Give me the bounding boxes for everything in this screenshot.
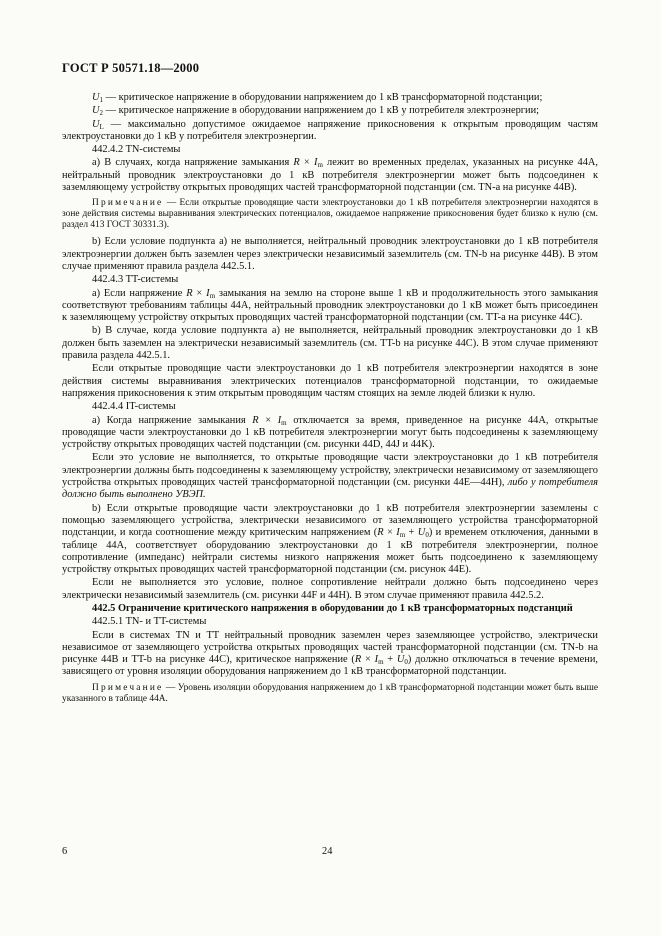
section-442-4-2-a: a) В случаях, когда напряжение замыкания $R \times I_m$ лежит во временных пределах, указанных на рисунке 44А, нейтральный проводник электроустановки до 1 кВ потребителя электроэнергии может быть подсоединен к заземляющему устройству открытых проводящих частей трансформаторной подстанции (см. TN-a на рисунке 44В). xyxy=(62,157,599,194)
document-body xyxy=(62,92,598,710)
section-442-4-3-c: Если открытые проводящие части электроустановки до 1 кВ потребителя электроэнергии находятся в зоне действия системы выравнивания электрических потенциалов трансформаторной подстанции, то ожидаемые напряжения прикосновения к этим открытым проводящим частям стоящих на земле людей близки к нулю. xyxy=(62,363,598,399)
section-442-5-1-title: 442.5.1 TN- и TT-системы xyxy=(92,616,207,628)
standard-code: ГОСТ Р 50571.18—2000 xyxy=(62,61,200,75)
section-442-4-4-a: a) Когда напряжение замыкания $R \times I_m$ отключается за время, приведенное на рисунке 44А, открытые проводящие части электроустановки до 1 кВ потребителя электроэнергии могут быть подсоединены к заземляющему устройству открытых проводящих частей подстанции (см. рисунки 44D, 44J и 44K). xyxy=(62,414,598,451)
section-442-4-4-title: 442.4.4 IT-системы xyxy=(92,401,176,413)
note-2: Примечание — Уровень изоляции оборудования напряжением до 1 кВ трансформаторной подстанции может быть выше указанного в таблице 44А. xyxy=(62,682,598,704)
section-442-5-1-text: Если в системах TN и TT нейтральный проводник заземлен через заземляющее устройство, электрически независимое от заземляющего устройства открытых проводящих частей трансформаторной подстанции (см. TN-b на рисунке 44В и TT-b на рисунке 44С), критическое напряжение $(R \times I_m + U_0)$ должно отключаться в течение времени, зависящего от уровня изоляции оборудования напряжением до 1 кВ трансформаторной подстанции. xyxy=(62,629,599,678)
section-442-4-4-b: b) Если открытые проводящие части электроустановки до 1 кВ потребителя электроэнергии заземлены с помощью заземляющего устройства, электрически независимого от заземляющего устройства трансформаторной подстанции, и когда соотношение между критическим напряжением $(R \times I_m + U_0)$ и временем отключения, данными в таблице 44А, соответствует оборудованию электроустановки до 1 кВ потребителя электроэнергии, полное сопротивление (импеданс) нейтрали системы низкого напряжения может быть подсоединено к заземляющему устройству открытых проводящих частей трансформаторной подстанции (см. рисунок 44Е). xyxy=(62,502,598,576)
u2-definition: $U_2$ — критическое напряжение в оборудовании напряжением до 1 кВ у потребителя электроэнергии; xyxy=(92,105,540,118)
section-442-4-3-b: b) В случае, когда условие подпункта а) не выполняется, нейтральный проводник электроустановки до 1 кВ должен быть заземлен на электрически независимый заземлитель (см. TT-b на рисунке 44С). В этом случае применяют правила раздела 442.5.1. xyxy=(62,325,598,362)
u1-definition: $U_1$ — критическое напряжение в оборудовании напряжением до 1 кВ трансформаторной подстанции; xyxy=(92,92,543,104)
page-number-left: 6 xyxy=(62,846,68,857)
section-442-4-4-a2: Если это условие не выполняется, то открытые проводящие части электроустановки до 1 кВ потребителя электроэнергии должны быть подсоединены к заземляющему устройству, электрически независимому от заземляющего устройства открытых проводящих частей трансформаторной подстанции (см. рисунки 44E—44H), либо у потребителя должно быть выполнено УВЭП. xyxy=(62,452,598,501)
page-number-center: 24 xyxy=(322,846,333,857)
section-442-5-title: 442.5 Ограничение критического напряжения в оборудовании до 1 кВ трансформаторных подстанций xyxy=(92,602,573,614)
section-442-4-2-title: 442.4.2 TN-системы xyxy=(92,144,181,156)
section-442-4-3-a: a) Если напряжение $R \times I_m$ замыкания на землю на стороне выше 1 кВ и продолжительность этого замыкания соответствуют требованиям таблицы 44А, нейтральный проводник электроустановки до 1 кВ может быть присоединен к заземляющему устройству открытых проводящих частей трансформаторной подстанции (см. TT-a на рисунке 44С). xyxy=(62,287,599,324)
section-442-4-2-b: b) Если условие подпункта а) не выполняется, нейтральный проводник электроустановки до 1 кВ потребителя электроэнергии должен быть заземлен через электрически независимый заземлитель (см. TN-b на рисунке 44В). В этом случае применяют правила раздела 442.5.1. xyxy=(62,236,598,272)
ul-definition: $U_L$ — максимально допустимое ожидаемое напряжение прикосновения к открытым проводящим частям электроустановки до 1 кВ у потребителя электроэнергии. xyxy=(62,118,598,142)
note-1: Примечание — Если открытые проводящие части электроустановки до 1 кВ потребителя электроэнергии находятся в зоне действия системы выравнивания электрических потенциалов, ожидаемое напряжение прикосновения будет близко к нулю (см. раздел 413 ГОСТ 30331.3). xyxy=(62,198,598,231)
section-442-4-4-c: Если не выполняется это условие, полное сопротивление нейтрали должно быть подсоединено через электрически независимый заземлитель (см. рисунки 44F и 44H). В этом случае применяют правила 442.5.2. xyxy=(62,577,598,601)
section-442-4-3-title: 442.4.3 TT-системы xyxy=(92,274,179,286)
